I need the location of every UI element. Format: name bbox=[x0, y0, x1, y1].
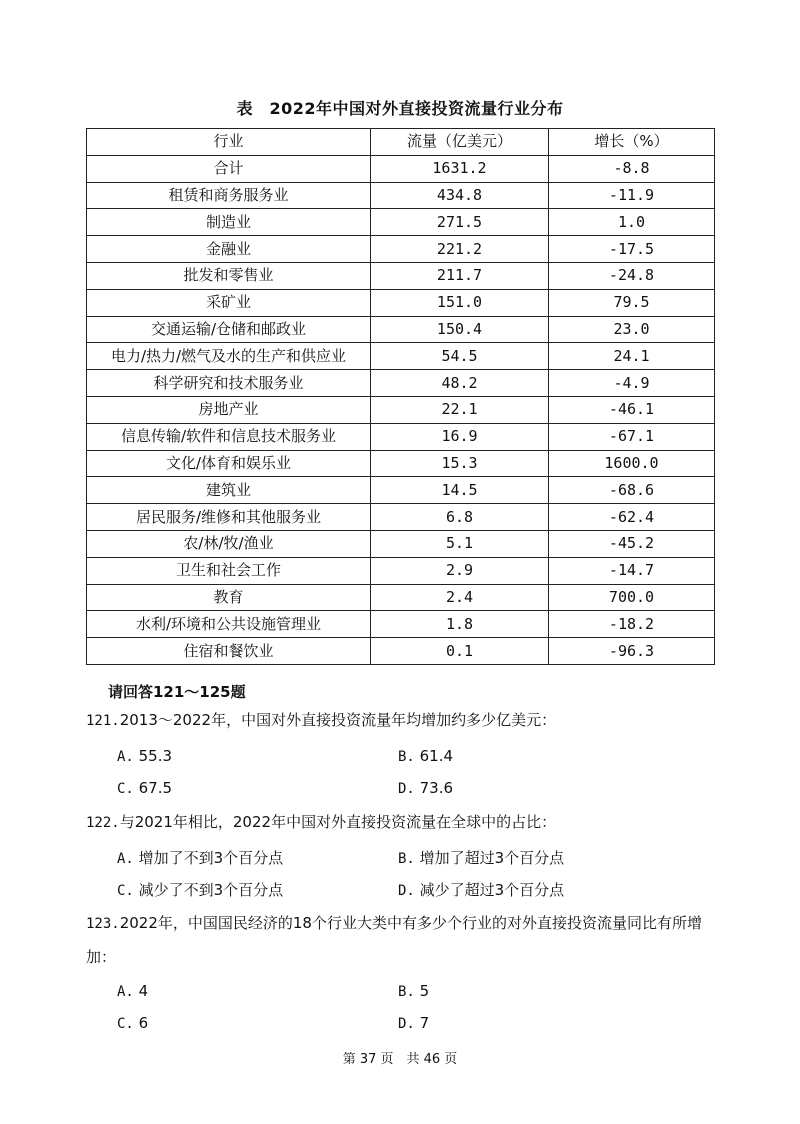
table-row bbox=[87, 209, 715, 236]
cell-flow: 151.0 bbox=[371, 289, 549, 316]
option-123-b[interactable]: B. 5 bbox=[398, 982, 430, 1000]
page-footer: 第 37 页 共 46 页 bbox=[342, 1052, 458, 1067]
cell-industry: 合计 bbox=[87, 155, 371, 182]
question-text: 与2021年相比，2022年中国对外直接投资流量在全球中的占比： bbox=[119, 813, 557, 831]
option-123-a[interactable]: A. 4 bbox=[117, 982, 149, 1000]
cell-growth: -17.5 bbox=[549, 236, 715, 263]
cell-growth: -18.2 bbox=[549, 611, 715, 638]
question-122 bbox=[86, 806, 726, 840]
table-row bbox=[87, 423, 715, 450]
cell-industry: 卫生和社会工作 bbox=[87, 557, 371, 584]
table-row bbox=[87, 316, 715, 343]
cell-growth: 1600.0 bbox=[549, 450, 715, 477]
table-row bbox=[87, 262, 715, 289]
header-growth: 增长（%） bbox=[549, 129, 715, 156]
cell-industry: 信息传输/软件和信息技术服务业 bbox=[87, 423, 371, 450]
question-text: 2022年，中国国民经济的18个行业大类中有多少个行业的对外直接投资流量同比有所增加： bbox=[86, 914, 702, 966]
cell-industry: 批发和零售业 bbox=[87, 262, 371, 289]
cell-growth: -14.7 bbox=[549, 557, 715, 584]
cell-industry: 建筑业 bbox=[87, 477, 371, 504]
option-121-b[interactable]: B. 61.4 bbox=[398, 747, 454, 765]
table-row bbox=[87, 236, 715, 263]
table-row bbox=[87, 370, 715, 397]
table-header-row bbox=[87, 129, 715, 156]
option-122-c[interactable]: C. 减少了不到3个百分点 bbox=[117, 881, 284, 899]
table-row bbox=[87, 182, 715, 209]
option-123-c[interactable]: C. 6 bbox=[117, 1014, 149, 1032]
table-row bbox=[87, 504, 715, 531]
cell-growth: -67.1 bbox=[549, 423, 715, 450]
cell-flow: 14.5 bbox=[371, 477, 549, 504]
table-row bbox=[87, 584, 715, 611]
cell-flow: 6.8 bbox=[371, 504, 549, 531]
cell-flow: 54.5 bbox=[371, 343, 549, 370]
cell-industry: 教育 bbox=[87, 584, 371, 611]
section-heading: 请回答121～125题 bbox=[108, 683, 246, 701]
cell-growth: 23.0 bbox=[549, 316, 715, 343]
question-123 bbox=[86, 907, 726, 974]
cell-flow: 5.1 bbox=[371, 530, 549, 557]
table-row bbox=[87, 155, 715, 182]
cell-growth: 1.0 bbox=[549, 209, 715, 236]
cell-flow: 1.8 bbox=[371, 611, 549, 638]
cell-flow: 211.7 bbox=[371, 262, 549, 289]
cell-growth: -45.2 bbox=[549, 530, 715, 557]
cell-flow: 0.1 bbox=[371, 638, 549, 665]
question-121 bbox=[86, 704, 726, 738]
option-121-c[interactable]: C. 67.5 bbox=[117, 779, 173, 797]
question-number: 121. bbox=[86, 713, 120, 729]
cell-industry: 文化/体育和娱乐业 bbox=[87, 450, 371, 477]
table-row bbox=[87, 289, 715, 316]
cell-flow: 15.3 bbox=[371, 450, 549, 477]
cell-industry: 房地产业 bbox=[87, 396, 371, 423]
cell-industry: 科学研究和技术服务业 bbox=[87, 370, 371, 397]
question-number: 123. bbox=[86, 916, 120, 932]
cell-growth: 700.0 bbox=[549, 584, 715, 611]
cell-industry: 交通运输/仓储和邮政业 bbox=[87, 316, 371, 343]
cell-growth: 79.5 bbox=[549, 289, 715, 316]
cell-growth: -24.8 bbox=[549, 262, 715, 289]
cell-flow: 48.2 bbox=[371, 370, 549, 397]
cell-growth: -11.9 bbox=[549, 182, 715, 209]
question-text: 2013～2022年，中国对外直接投资流量年均增加约多少亿美元： bbox=[119, 711, 557, 729]
table-title: 表 2022年中国对外直接投资流量行业分布 bbox=[236, 99, 564, 118]
cell-industry: 采矿业 bbox=[87, 289, 371, 316]
cell-growth: 24.1 bbox=[549, 343, 715, 370]
cell-industry: 农/林/牧/渔业 bbox=[87, 530, 371, 557]
cell-flow: 150.4 bbox=[371, 316, 549, 343]
table-row bbox=[87, 477, 715, 504]
header-flow: 流量（亿美元） bbox=[371, 129, 549, 156]
cell-growth: -96.3 bbox=[549, 638, 715, 665]
cell-industry: 住宿和餐饮业 bbox=[87, 638, 371, 665]
cell-industry: 电力/热力/燃气及水的生产和供应业 bbox=[87, 343, 371, 370]
industry-table bbox=[86, 128, 715, 665]
option-121-a[interactable]: A. 55.3 bbox=[117, 747, 173, 765]
option-121-d[interactable]: D. 73.6 bbox=[398, 779, 454, 797]
cell-industry: 居民服务/维修和其他服务业 bbox=[87, 504, 371, 531]
question-number: 122. bbox=[86, 815, 120, 831]
table-row bbox=[87, 396, 715, 423]
cell-flow: 271.5 bbox=[371, 209, 549, 236]
table-row bbox=[87, 611, 715, 638]
cell-industry: 租赁和商务服务业 bbox=[87, 182, 371, 209]
cell-industry: 金融业 bbox=[87, 236, 371, 263]
cell-growth: -46.1 bbox=[549, 396, 715, 423]
cell-industry: 制造业 bbox=[87, 209, 371, 236]
option-123-d[interactable]: D. 7 bbox=[398, 1014, 430, 1032]
cell-flow: 22.1 bbox=[371, 396, 549, 423]
cell-flow: 16.9 bbox=[371, 423, 549, 450]
cell-flow: 221.2 bbox=[371, 236, 549, 263]
header-industry: 行业 bbox=[87, 129, 371, 156]
table-row bbox=[87, 557, 715, 584]
cell-growth: -62.4 bbox=[549, 504, 715, 531]
cell-flow: 434.8 bbox=[371, 182, 549, 209]
table-row bbox=[87, 343, 715, 370]
option-122-b[interactable]: B. 增加了超过3个百分点 bbox=[398, 849, 565, 867]
cell-flow: 1631.2 bbox=[371, 155, 549, 182]
cell-growth: -4.9 bbox=[549, 370, 715, 397]
table-row bbox=[87, 530, 715, 557]
cell-growth: -8.8 bbox=[549, 155, 715, 182]
option-122-d[interactable]: D. 减少了超过3个百分点 bbox=[398, 881, 565, 899]
option-122-a[interactable]: A. 增加了不到3个百分点 bbox=[117, 849, 284, 867]
table-row bbox=[87, 638, 715, 665]
cell-flow: 2.9 bbox=[371, 557, 549, 584]
cell-industry: 水利/环境和公共设施管理业 bbox=[87, 611, 371, 638]
cell-growth: -68.6 bbox=[549, 477, 715, 504]
table-row bbox=[87, 450, 715, 477]
cell-flow: 2.4 bbox=[371, 584, 549, 611]
